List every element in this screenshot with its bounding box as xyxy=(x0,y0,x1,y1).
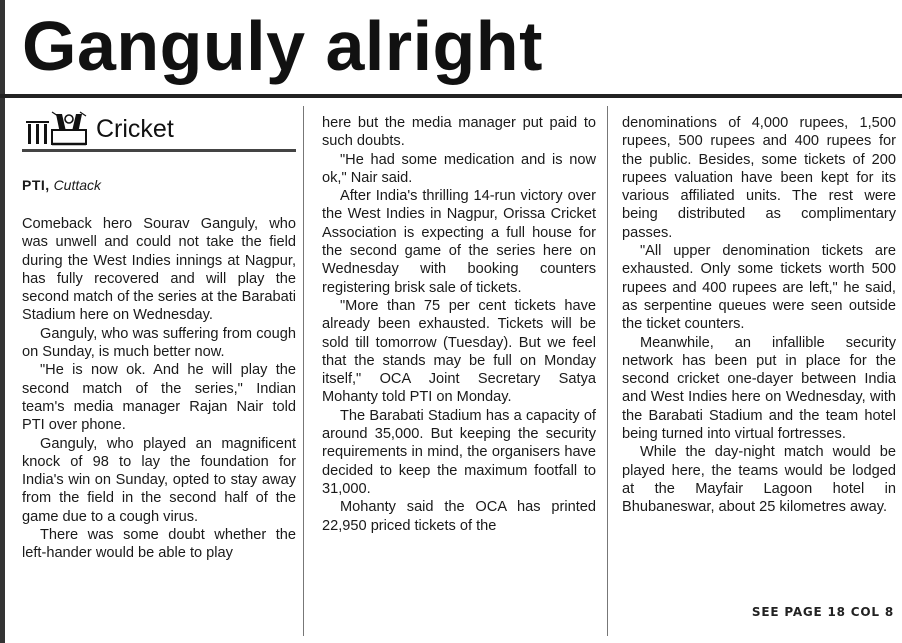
paragraph: Meanwhile, an infallible security network has been put in place for the second cricket one-dayer between India and West Indies here on Wednesday, with the Barabati Stadium and the team hotel being turned into virtual fortresses. xyxy=(622,334,896,443)
paragraph: denominations of 4,000 rupees, 1,500 rupees, 500 rupees and 400 rupees for the public. Besides, some tickets of 200 rupees valuation have been kept for its various affiliated units. The rest were being distributed as complimentary passes. xyxy=(622,115,896,241)
byline xyxy=(22,176,296,194)
column-divider-1 xyxy=(303,106,304,636)
paragraph: "He had some medication and is now ok," Nair said. xyxy=(322,151,596,186)
jump-line: SEE PAGE 18 COL 8 xyxy=(751,605,894,619)
paragraph: Mohanty said the OCA has printed 22,950 priced tickets of the xyxy=(322,499,596,534)
paragraph: The Barabati Stadium has a capacity of around 35,000. But keeping the security requirements in mind, the organisers have decided to keep the maximum footfall to 31,000. xyxy=(322,407,596,497)
paragraph: Comeback hero Sourav Ganguly, who was unwell and could not take the field during the West Indies innings at Nagpur, has fully recovered and will play the second match of the series at the Barabati Stadium here on Wednesday. xyxy=(22,216,296,324)
byline-agency: PTI, xyxy=(22,177,50,193)
headline: Ganguly alright xyxy=(22,7,543,85)
paragraph: After India's thrilling 14-run victory over the West Indies in Nagpur, Orissa Cricket Association is expecting a full house for the second game of the series here on Wednesday with booking counters registering brisk sale of tickets. xyxy=(322,188,596,296)
article-column-1 xyxy=(22,215,296,640)
section-label: Cricket xyxy=(96,115,174,143)
section-rule xyxy=(22,149,296,152)
paragraph: "All upper denomination tickets are exhausted. Only some tickets worth 500 rupees and 400 rupees are left," he said, as serpentine queues were seen outside the ticket counters. xyxy=(622,243,896,333)
paragraph: Ganguly, who was suffering from cough on Sunday, is much better now. xyxy=(22,325,296,361)
section-kicker xyxy=(22,108,296,152)
paragraph: Ganguly, who played an magnificent knock of 98 to lay the foundation for India's win on Sunday, opted to stay away from the field in the second half of the game due to a cough virus. xyxy=(22,435,296,525)
column-divider-2 xyxy=(607,106,608,636)
paragraph: There was some doubt whether the left-hander would be able to play xyxy=(22,527,296,562)
headline-rule xyxy=(0,94,902,98)
article-column-2 xyxy=(322,114,596,640)
cricket-stumps-bats-icon xyxy=(22,110,90,146)
paragraph: "He is now ok. And he will play the second match of the series," Indian team's media manager Rajan Nair told PTI over phone. xyxy=(22,362,296,434)
byline-place: Cuttack xyxy=(53,177,102,193)
paragraph: While the day-night match would be played here, the teams would be lodged at the Mayfair Lagoon hotel in Bhubaneswar, about 25 kilometres away. xyxy=(622,444,896,516)
article-column-3 xyxy=(622,114,896,606)
paragraph: "More than 75 per cent tickets have already been exhausted. Tickets will be sold till tomorrow (Tuesday). But we feel that the stands may be full on Monday itself," OCA Joint Secretary Satya Mohanty told PTI on Monday. xyxy=(322,297,596,406)
paragraph: here but the media manager put paid to such doubts. xyxy=(322,115,596,150)
